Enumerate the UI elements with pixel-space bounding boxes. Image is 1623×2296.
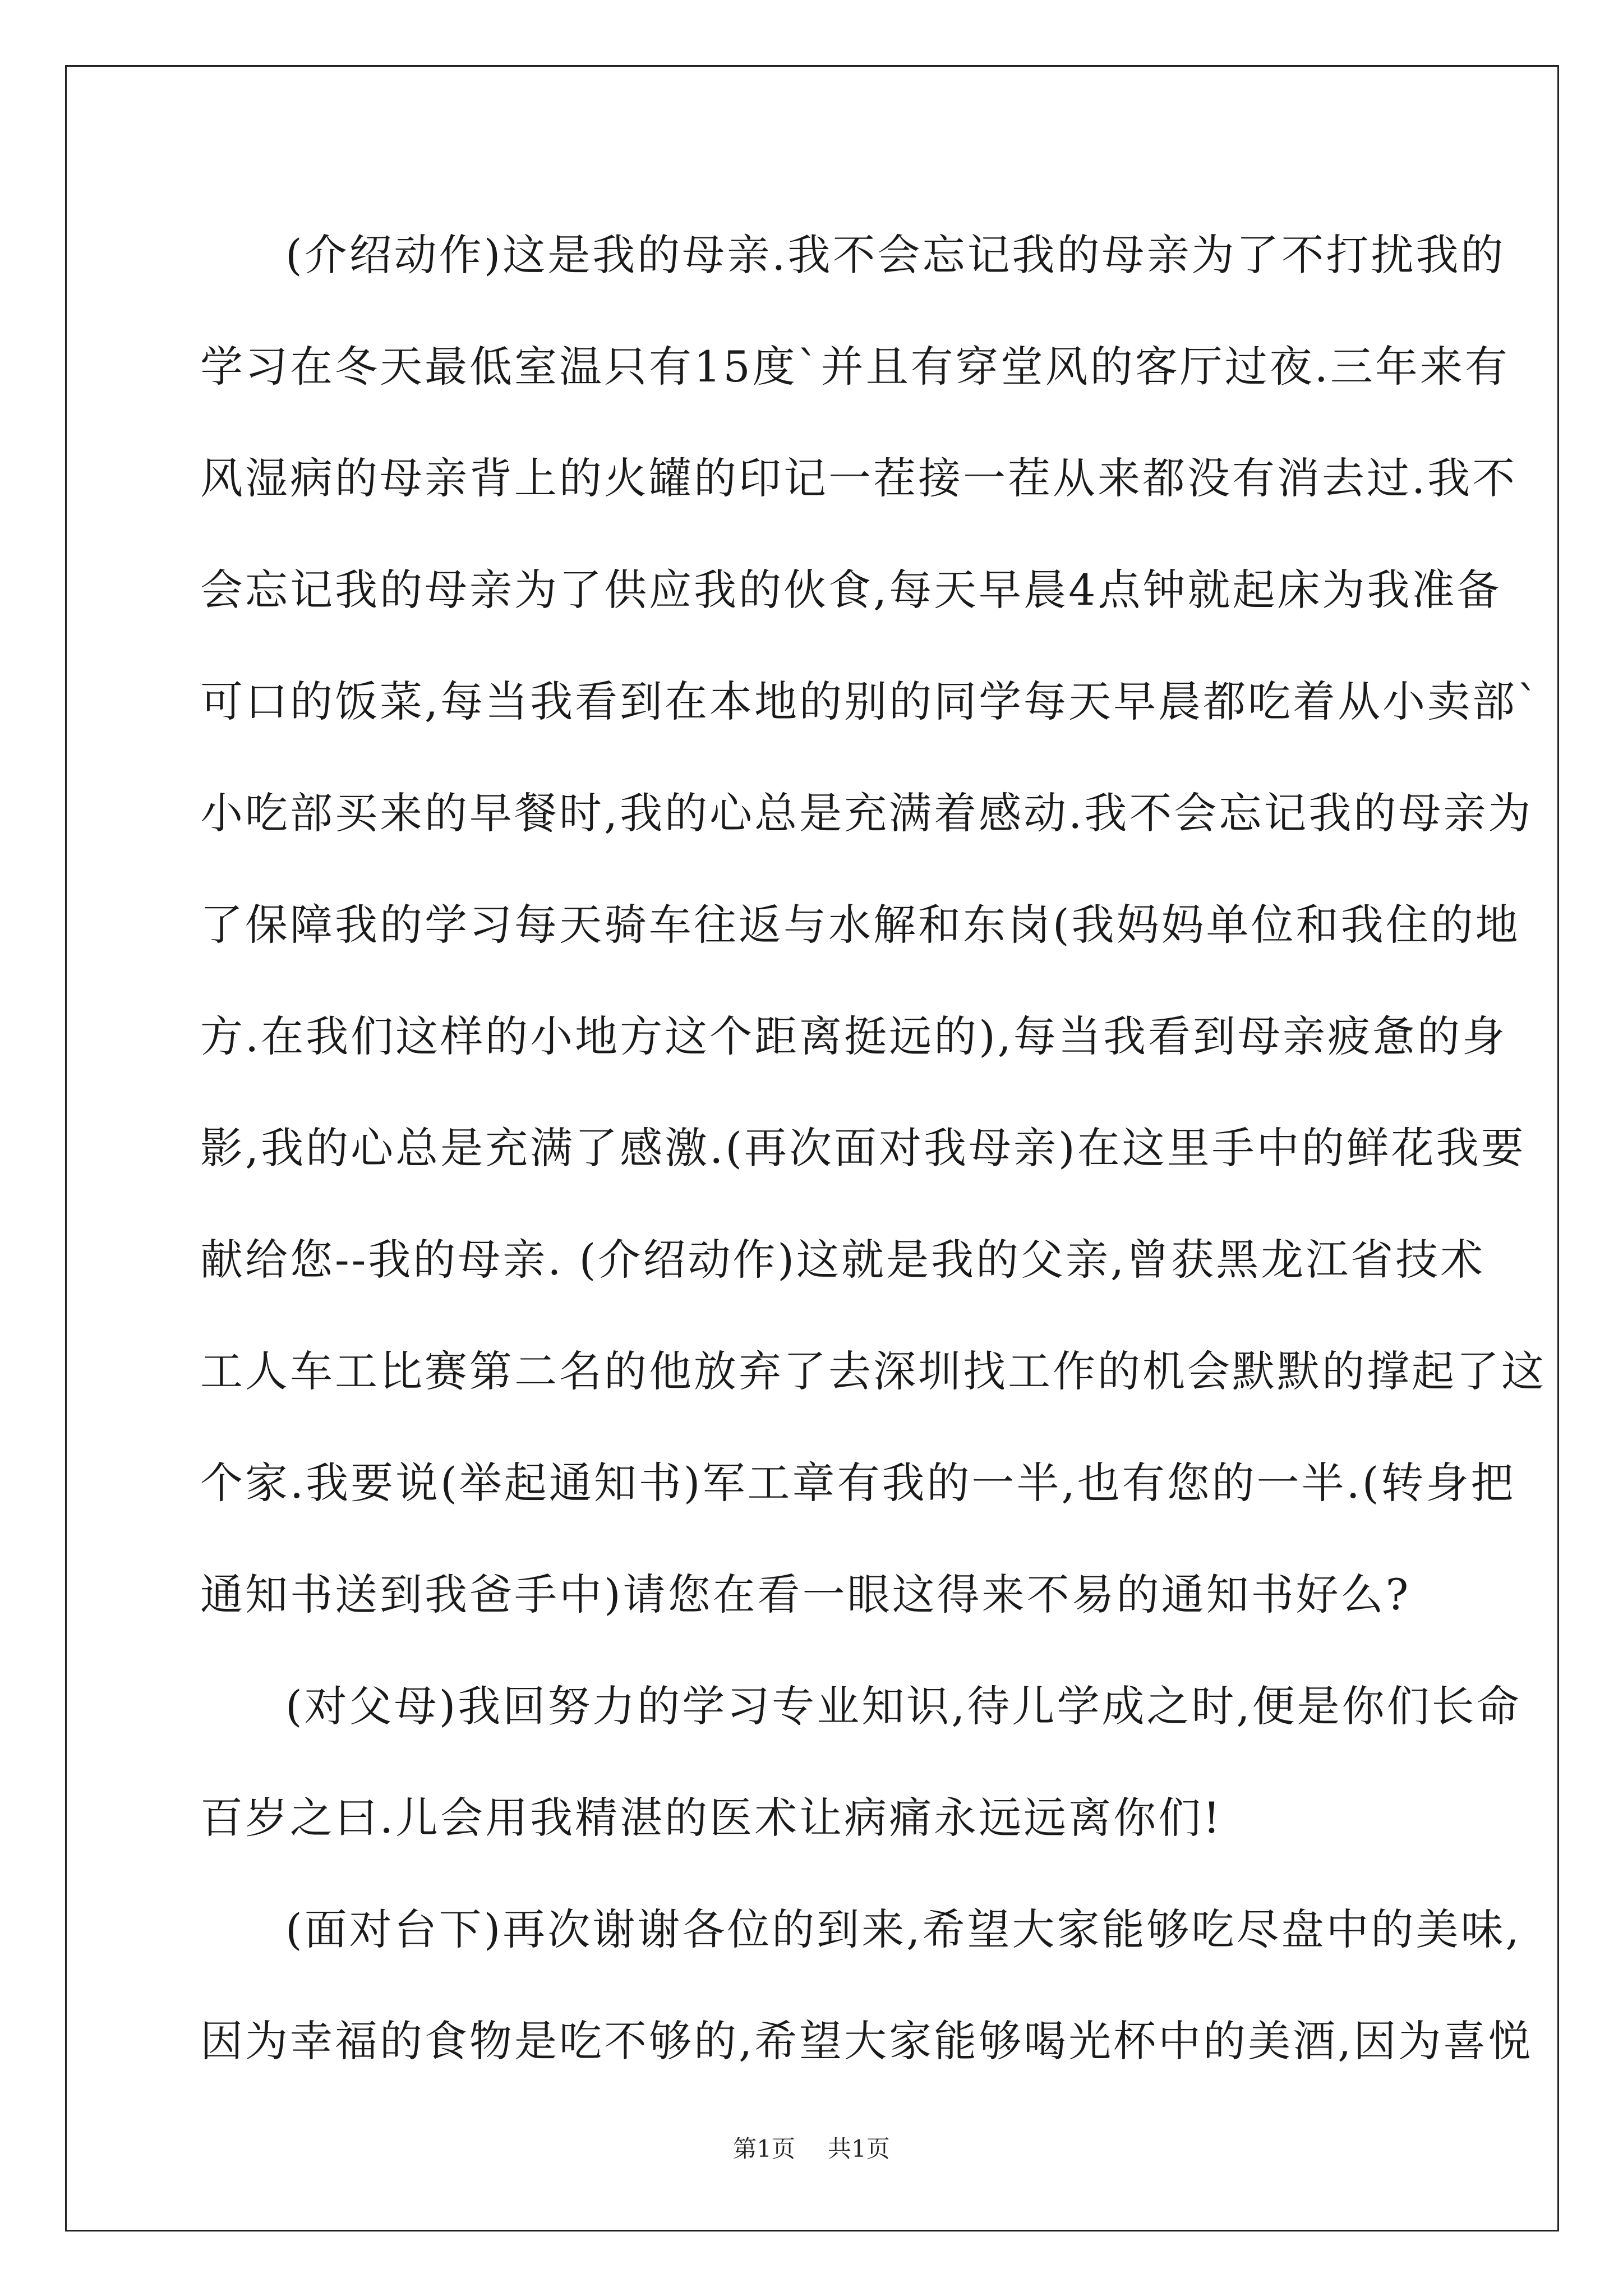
document-body [200,199,1546,2097]
text-line: 百岁之曰.儿会用我精湛的医术让病痛永远远离你们! [200,1793,1223,1843]
paragraph-1 [200,199,1546,1650]
text-line: 了保障我的学习每天骑车往返与水解和东岗(我妈妈单位和我住的地 [200,900,1520,950]
text-line: 学习在冬天最低室温只有15度`并且有穿堂风的客厅过夜.三年来有 [200,342,1510,392]
text-line: 个家.我要说(举起通知书)军工章有我的一半,也有您的一半.(转身把 [200,1458,1516,1508]
page-number: 第1页 [733,2135,795,2162]
text-line: 因为幸福的食物是吃不够的,希望大家能够喝光杯中的美酒,因为喜悦 [200,2016,1533,2066]
text-line: 工人车工比赛第二名的他放弃了去深圳找工作的机会默默的撑起了这 [200,1346,1546,1396]
text-line: 小吃部买来的早餐时,我的心总是充满着感动.我不会忘记我的母亲为 [200,788,1533,838]
text-line: 通知书送到我爸手中)请您在看一眼这得来不易的通知书好么? [200,1570,1411,1619]
text-line: (介绍动作)这是我的母亲.我不会忘记我的母亲为了不打扰我的 [285,230,1506,280]
text-line: 献给您--我的母亲. (介绍动作)这就是我的父亲,曾获黑龙江省技术 [200,1235,1486,1285]
text-line: 可口的饭菜,每当我看到在本地的别的同学每天早晨都吃着从小卖部` [200,677,1541,726]
text-line: (对父母)我回努力的学习专业知识,待儿学成之时,便是你们长命 [285,1681,1521,1731]
text-line: (面对台下)再次谢谢各位的到来,希望大家能够吃尽盘中的美味, [285,1904,1521,1954]
page-total: 共1页 [828,2135,890,2162]
text-line: 会忘记我的母亲为了供应我的伙食,每天早晨4点钟就起床为我准备 [200,565,1502,615]
text-line: 风湿病的母亲背上的火罐的印记一茬接一茬从来都没有消去过.我不 [200,453,1518,503]
paragraph-2 [200,1650,1521,1874]
text-line: 影,我的心总是充满了感激.(再次面对我母亲)在这里手中的鲜花我要 [200,1123,1526,1173]
page-footer [0,2131,1623,2164]
paragraph-3 [200,1874,1533,2097]
text-line: 方.在我们这样的小地方这个距离挺远的),每当我看到母亲疲惫的身 [200,1011,1507,1061]
